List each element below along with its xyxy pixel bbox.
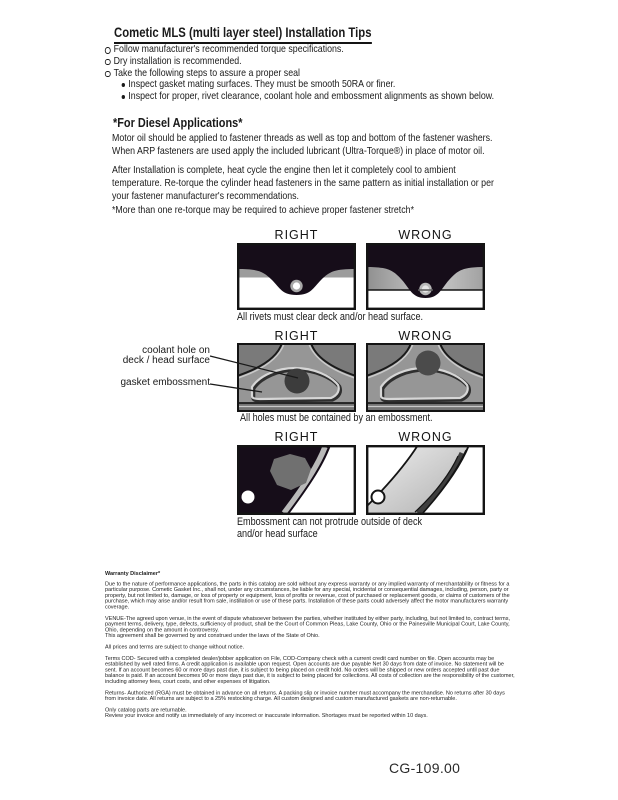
right-label: RIGHT [274, 329, 319, 343]
tips-list [104, 44, 579, 103]
coolant-hole-label-line2: deck / head surface [122, 354, 210, 366]
tip-text: Follow manufacturer's recommended torque specifications. [113, 43, 344, 55]
disclaimer-heading: Warranty Disclaimer* [105, 570, 161, 577]
rivet-wrong-diagram-icon [366, 243, 485, 310]
diesel-paragraph-2: After Installation is complete, heat cycle the engine then let it completely cool to ambient temperature. Re-torque the cylinder head fasteners in the same pattern as initial installation or per your fastener manufacturer's recommendations. [112, 164, 494, 202]
bullet-circle-icon [105, 71, 110, 78]
diagram-protrusion-wrong [366, 445, 485, 515]
disclaimer-paragraph: Due to the nature of performance applications, the parts in this catalog are sold without any express warranty or any implied warranty of merchantability or fitness for a particular purpose. Cometic Gasket Inc., shall not, under any circumstances, be liable for any special, incidental or consequential damages, including, person, party or property, but not limited to, damage, or loss of property or equipment, loss of profits or revenue, cost of purchased or replacement goods, or claims of customers of the purchase, which may arise and/or result from sale, instillation or use of these parts. Installation of these parts could adversely affect the motor manufacturers warranty coverage. [105, 580, 510, 610]
right-label: RIGHT [274, 430, 319, 444]
row3-caption-line2: and/or head surface [237, 527, 318, 540]
protrusion-wrong-diagram-icon [366, 445, 485, 515]
wrong-label: WRONG [398, 430, 453, 444]
tip-sub-item [104, 91, 579, 103]
tip-item [104, 56, 579, 68]
gasket-embossment-label: gasket embossment [120, 377, 210, 388]
disclaimer-paragraph: Only catalog parts are returnable. [105, 706, 187, 713]
page-number: CG-109.00 [389, 760, 461, 776]
disclaimer-paragraph: This agreement shall be governed by and construed under the laws of the State of Ohio. [105, 632, 320, 639]
page-title [114, 25, 372, 44]
disclaimer-paragraph: Review your invoice and notify us immediately of any incorrect or inaccurate information. Shortages must be reported within 10 days. [105, 712, 428, 719]
warranty-disclaimer-section [105, 571, 519, 756]
tip-text: Inspect for proper, rivet clearance, coolant hole and embossment alignments as shown below. [128, 90, 495, 103]
row2-headers [237, 329, 485, 343]
diagram-rivet-right [237, 243, 356, 310]
disclaimer-paragraph: Returns- Authorized (RGA) must be obtained in advance on all returns. A packing slip or invoice number must accompany the merchandise. No returns after 30 days from invoice date. All returns are subject to a 25% restocking charge. All custom designed and custom manufactured gaskets are non-returnable. [105, 689, 505, 702]
protrusion-right-diagram-icon [237, 445, 356, 515]
row2-caption: All holes must be contained by an embossment. [240, 412, 433, 424]
disclaimer-paragraph: Terms COD- Secured with a completed dealer/jobber application on File, COD-Company check with a current credit card number on file. Open accounts may be established by well rated firms. A credit application is available upon request. Open accounts are due payable Net 30 days from date of invoice. No statement will be sent. If an account becomes 60 or more days past due, it is subject to being placed on credit hold. No orders will be shipped or new orders accepted until past due balance is paid. If an account becomes 90 or more days past due, it is subject to being placed for collections. All costs of collection are the responsibility of the customer, including attorney fees, court costs, and other expenses of litigation. [105, 655, 515, 685]
retorque-note: *More than one re-torque may be required to achieve proper fastener stretch* [112, 204, 415, 216]
diagram-embossment-wrong [366, 343, 485, 412]
row1-caption: All rivets must clear deck and/or head surface. [237, 311, 424, 323]
embossment-wrong-diagram-icon [366, 343, 485, 412]
row1-headers [237, 228, 485, 242]
wrong-label: WRONG [398, 329, 453, 343]
disclaimer-paragraph: VENUE-The agreed upon venue, in the event of dispute whatsoever between the parties, whether instituted by either party, including, but not limited to, contract terms, payment terms, delivery, type, defects, sufficiency of product, shall be the Court of Common Pleas, Lake County, Ohio or the Painesville Municipal Court, Lake County, Ohio, depending on the amount in controversy. [105, 615, 510, 633]
tip-text: Inspect gasket mating surfaces. They must be smooth 50RA or finer. [128, 78, 396, 91]
diesel-applications-heading: *For Diesel Applications* [113, 115, 243, 130]
diesel-paragraph-1: Motor oil should be applied to fastener threads as well as top and bottom of the fastener washers. When ARP fasteners are used apply the included lubricant (Ultra-Torque®) in place of motor oil. [112, 132, 493, 157]
tip-text: Take the following steps to assure a proper seal [113, 66, 300, 79]
disclaimer-paragraph: All prices and terms are subject to change without notice. [105, 643, 245, 650]
bullet-dot-icon [122, 83, 125, 87]
wrong-label: WRONG [398, 228, 453, 242]
coolant-hole-label [110, 346, 210, 366]
diagram-protrusion-right [237, 445, 356, 515]
rivet-right-diagram-icon [237, 243, 356, 310]
bullet-circle-icon [105, 47, 110, 54]
row3-headers [237, 430, 485, 444]
embossment-right-diagram-icon [237, 343, 356, 412]
coolant-hole-label-line1: coolant hole on [142, 345, 210, 356]
bullet-circle-icon [105, 59, 110, 66]
diagram-embossment-right [237, 343, 356, 412]
page-title-text: Cometic MLS (multi layer steel) Installation Tips [114, 25, 372, 40]
right-label: RIGHT [274, 228, 319, 242]
row3-caption-line1: Embossment can not protrude outside of deck [237, 516, 423, 528]
row3-caption [237, 517, 422, 540]
tip-text: Dry installation is recommended. [113, 54, 242, 67]
bullet-dot-icon [122, 95, 125, 99]
diagram-rivet-wrong [366, 243, 485, 310]
